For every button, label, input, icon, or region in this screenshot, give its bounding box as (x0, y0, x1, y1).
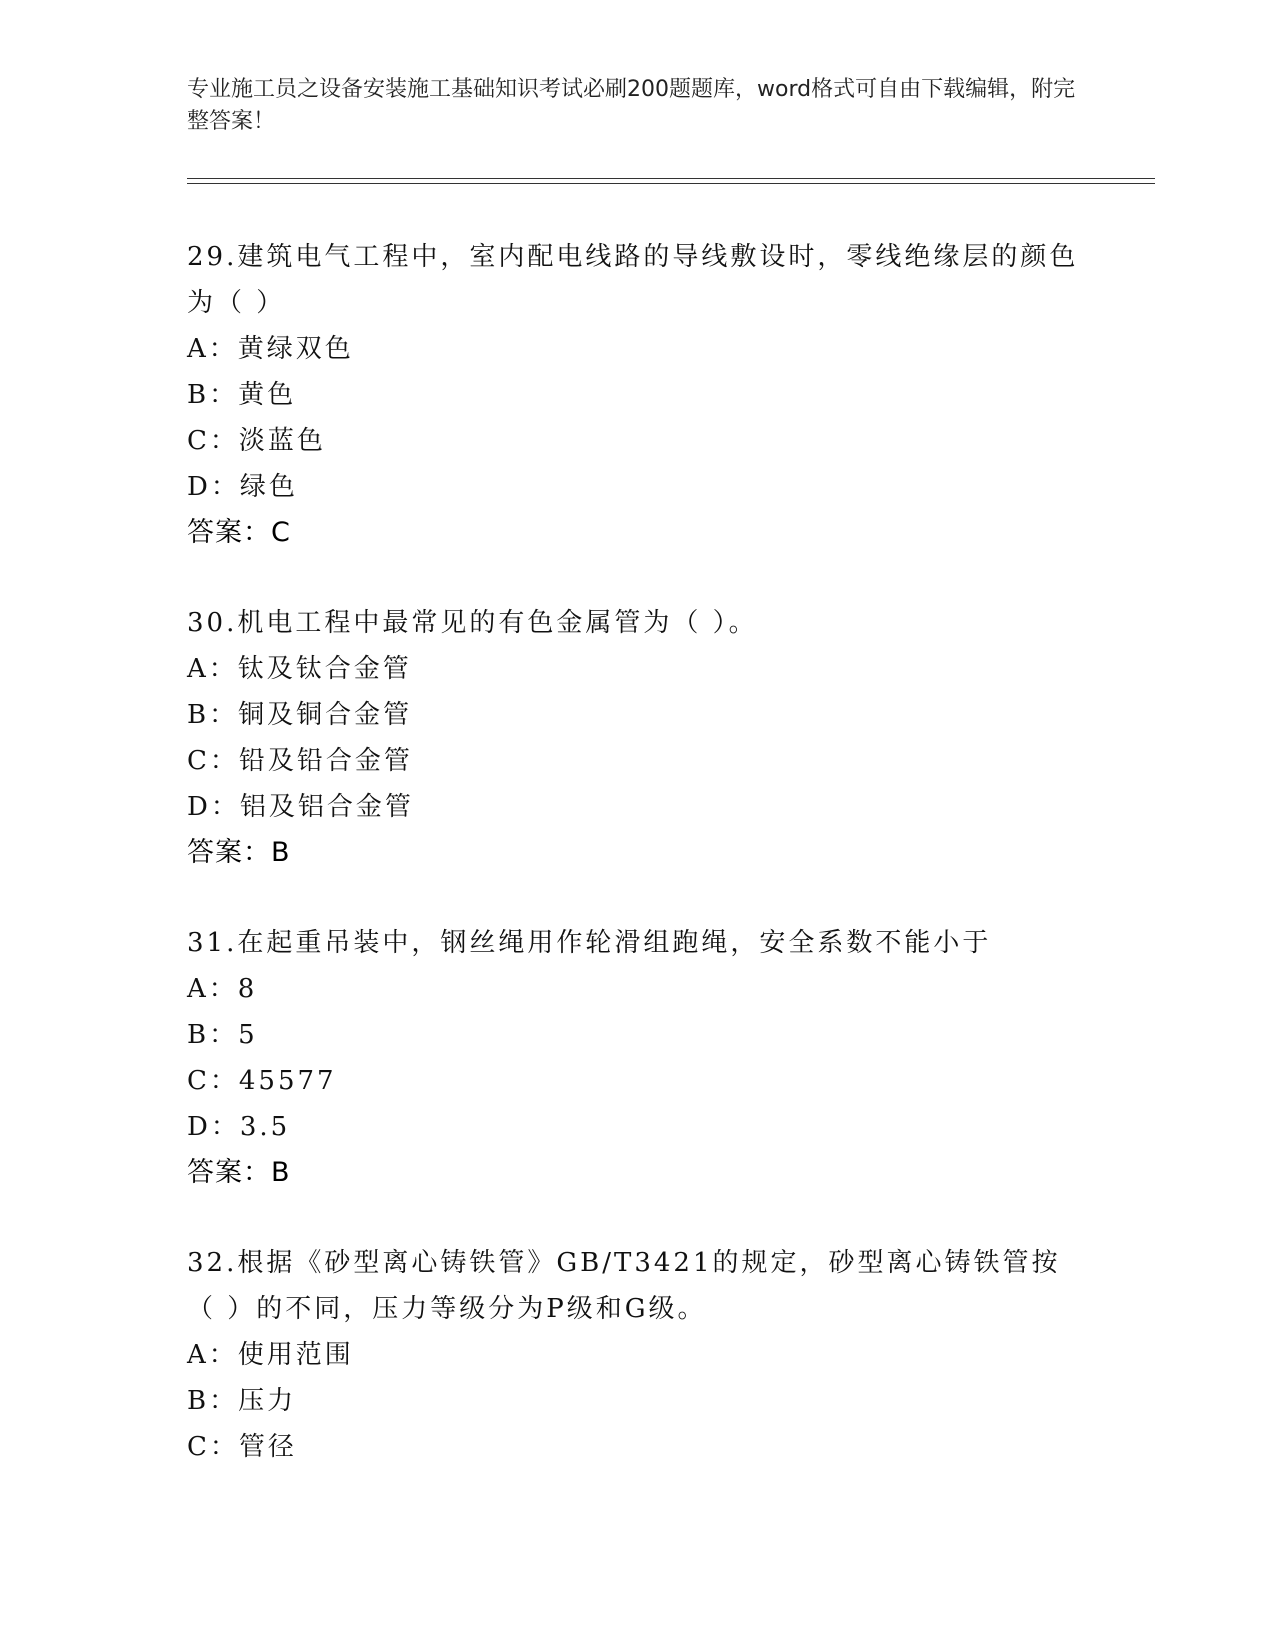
option-c: C：管径 (187, 1432, 297, 1462)
question-spacer (187, 876, 1087, 920)
option-a: A：8 (187, 974, 258, 1004)
option-b: B：压力 (187, 1386, 297, 1416)
option-a: A：黄绿双色 (187, 334, 354, 364)
option-c: C：淡蓝色 (187, 426, 326, 456)
question-31 (187, 920, 1087, 1196)
option-a: A：使用范围 (187, 1340, 354, 1370)
question-spacer (187, 556, 1087, 600)
question-text: 31.在起重吊装中，钢丝绳用作轮滑组跑绳，安全系数不能小于 (187, 928, 992, 958)
question-spacer (187, 1196, 1087, 1240)
question-text: 30.机电工程中最常见的有色金属管为（ ）。 (187, 608, 758, 638)
header-rule-bottom (187, 183, 1155, 184)
option-c: C：45577 (187, 1066, 337, 1096)
option-b: B：黄色 (187, 380, 297, 410)
option-d: D：铝及铝合金管 (187, 792, 414, 822)
option-b: B：5 (187, 1020, 258, 1050)
option-c: C：铅及铅合金管 (187, 746, 413, 776)
page-header: 专业施工员之设备安装施工基础知识考试必刷200题题库，word格式可自由下载编辑，附完整答案！ (187, 77, 1076, 134)
answer-line: 答案：C (187, 517, 291, 548)
answer-line: 答案：B (187, 1157, 291, 1188)
question-text: 29.建筑电气工程中，室内配电线路的导线敷设时，零线绝缘层的颜色为（ ） (187, 242, 1079, 318)
option-a: A：钛及钛合金管 (187, 654, 412, 684)
question-30 (187, 600, 1087, 876)
option-d: D：绿色 (187, 472, 298, 502)
option-b: B：铜及铜合金管 (187, 700, 413, 730)
answer-line: 答案：B (187, 837, 291, 868)
question-29 (187, 234, 1087, 556)
header-rule-top (187, 178, 1155, 179)
question-32 (187, 1240, 1087, 1470)
question-text: 32.根据《砂型离心铸铁管》GB/T3421的规定，砂型离心铸铁管按（ ）的不同，压力等级分为P级和G级。 (187, 1248, 1061, 1324)
option-d: D：3.5 (187, 1112, 291, 1142)
question-list (187, 234, 1087, 1470)
